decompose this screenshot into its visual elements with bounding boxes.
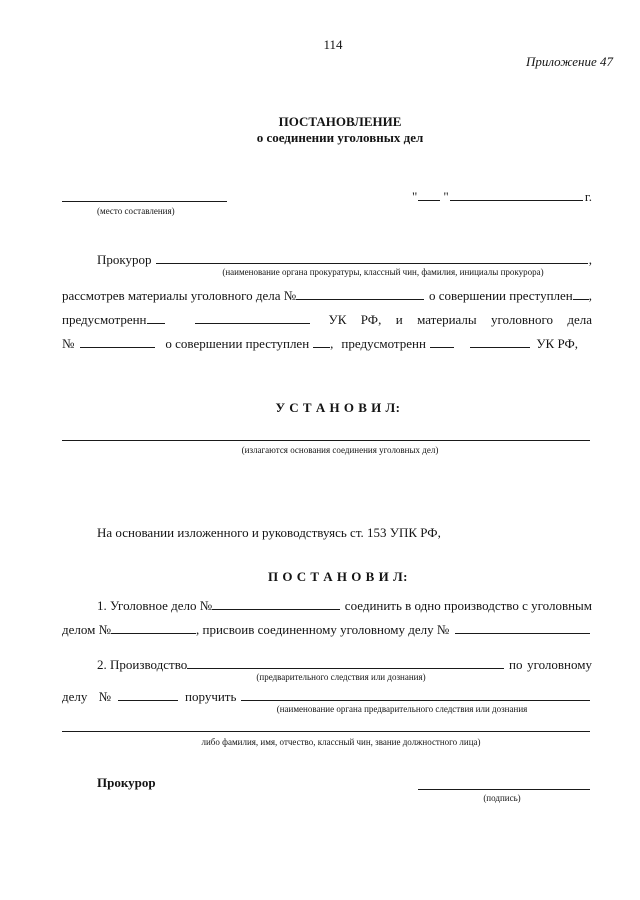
signature-caption: (подпись) xyxy=(483,793,521,803)
preamble-line-2 xyxy=(62,312,592,328)
preamble-text: рассмотрев материалы уголовного дела № xyxy=(62,288,297,303)
preamble-text: о совершении преступлен xyxy=(165,336,310,351)
item-text: делом № xyxy=(62,622,112,637)
case-number-blank xyxy=(118,700,178,701)
item-text: делу № xyxy=(62,689,112,704)
item-text: соединить в одно производство с уголовным xyxy=(344,598,592,613)
article-blank xyxy=(470,347,530,348)
case-number-blank xyxy=(212,609,340,610)
ending-blank xyxy=(147,323,165,324)
preamble-text: о совершении преступлен xyxy=(428,288,573,303)
date-quote-close: " xyxy=(443,189,449,204)
signature-label: Прокурор xyxy=(97,775,156,790)
date-year-suffix: г. xyxy=(584,189,592,204)
case-number-blank xyxy=(296,299,424,300)
preamble-line-3 xyxy=(62,336,578,352)
prosecutor-caption: (наименование органа прокуратуры, классный чин, фамилия, инициалы прокурора) xyxy=(222,267,544,277)
item-text: поручить xyxy=(185,689,237,704)
place-blank-line xyxy=(62,201,227,202)
prosecutor-comma: , xyxy=(588,252,592,267)
assignee-caption: (наименование органа предварительного следствия или дознания xyxy=(276,704,528,714)
date-month-year-blank xyxy=(450,200,583,201)
proceedings-caption: (предварительного следствия или дознания) xyxy=(256,672,426,682)
document-title: ПОСТАНОВЛЕНИЕ xyxy=(278,114,402,129)
prosecutor-label: Прокурор xyxy=(97,252,152,267)
number-sign: № xyxy=(62,336,75,351)
date-day-blank xyxy=(418,200,440,201)
resolved-heading: П О С Т А Н О В И Л: xyxy=(268,569,408,584)
established-heading: У С Т А Н О В И Л: xyxy=(275,400,401,415)
assignee-blank xyxy=(241,700,590,701)
assignee-blank-line xyxy=(62,731,590,732)
ending-blank xyxy=(573,299,589,300)
item-text: по уголовному xyxy=(509,657,592,672)
signature-line xyxy=(418,789,590,790)
merged-case-number-blank xyxy=(455,633,590,634)
ending-blank xyxy=(313,347,330,348)
appendix-label: Приложение 47 xyxy=(525,54,613,69)
preamble-text: предусмотренн xyxy=(341,336,426,351)
place-caption: (место составления) xyxy=(97,206,175,216)
preamble-text: УК РФ, и материалы уголовного дела xyxy=(328,312,592,327)
ending-blank xyxy=(430,347,454,348)
preamble-comma: , xyxy=(588,288,592,303)
grounds-caption: (излагаются основания соединения уголовных дел) xyxy=(241,445,439,455)
case-number-blank xyxy=(111,633,196,634)
resolved-item-1-line-1 xyxy=(97,598,592,614)
proceedings-type-blank xyxy=(187,668,504,669)
document-subtitle: о соединении уголовных дел xyxy=(256,130,424,145)
preamble-text: предусмотренн xyxy=(62,312,147,327)
prosecutor-blank xyxy=(156,263,588,264)
case-number-blank xyxy=(80,347,155,348)
grounds-blank-line xyxy=(62,440,590,441)
resolved-item-1-line-2 xyxy=(62,622,590,638)
basis-text: На основании изложенного и руководствуясь ст. 153 УПК РФ, xyxy=(97,525,441,540)
page-number: 114 xyxy=(323,37,343,52)
date-field xyxy=(412,189,592,205)
preamble-line-1 xyxy=(62,288,592,304)
item-text: 1. Уголовное дело № xyxy=(97,598,213,613)
item-text: , присвоив соединенному уголовному делу № xyxy=(196,622,450,637)
article-blank xyxy=(195,323,310,324)
item-text: 2. Производство xyxy=(97,657,188,672)
date-quote-open: " xyxy=(412,189,418,204)
preamble-text: УК РФ, xyxy=(536,336,578,351)
preamble-comma: , xyxy=(330,336,334,351)
assignee-caption-continued: либо фамилия, имя, отчество, классный чин, звание должностного лица) xyxy=(201,737,481,747)
